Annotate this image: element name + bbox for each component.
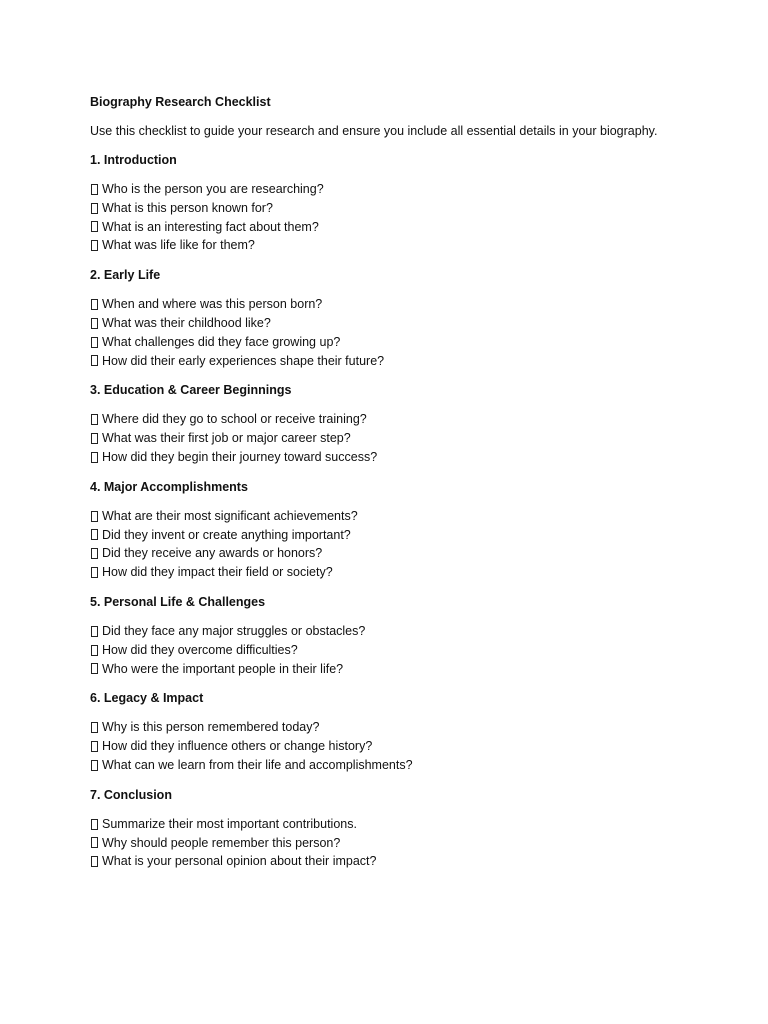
checkbox-icon[interactable] xyxy=(91,511,98,522)
checklist-item-text: Who is the person you are researching? xyxy=(102,182,324,196)
checkbox-icon[interactable] xyxy=(91,414,98,425)
checklist-item xyxy=(90,448,730,467)
checkbox-icon[interactable] xyxy=(91,663,98,674)
section-heading: 1. Introduction xyxy=(90,153,177,167)
document-page xyxy=(90,93,730,871)
checklist-item xyxy=(90,756,730,775)
checklist-item xyxy=(90,314,730,333)
section-heading: 5. Personal Life & Challenges xyxy=(90,594,266,609)
checklist-item-text: What challenges did they face growing up? xyxy=(102,334,341,349)
checklist xyxy=(90,622,730,678)
checklist-item xyxy=(90,352,730,371)
checklist-item-text: What was their childhood like? xyxy=(102,315,271,330)
checkbox-icon[interactable] xyxy=(91,626,98,637)
checklist-item xyxy=(90,815,730,834)
checkbox-icon[interactable] xyxy=(91,433,98,444)
checkbox-icon[interactable] xyxy=(91,355,98,366)
section-heading: 3. Education & Career Beginnings xyxy=(90,383,292,398)
checklist-item-text: What are their most significant achievements? xyxy=(102,508,358,523)
checkbox-icon[interactable] xyxy=(91,337,98,348)
checklist-item xyxy=(90,180,730,199)
checklist-item-text: What was life like for them? xyxy=(102,238,255,253)
checklist-item-text: Did they face any major struggles or obstacles? xyxy=(102,623,366,638)
checkbox-icon[interactable] xyxy=(91,452,98,463)
checklist-item xyxy=(90,622,730,641)
checkbox-icon[interactable] xyxy=(91,819,98,830)
checkbox-icon[interactable] xyxy=(91,722,98,733)
checklist-item-text: How did their early experiences shape their future? xyxy=(102,353,385,368)
checklist-item xyxy=(90,544,730,563)
checklist-item xyxy=(90,295,730,314)
checklist-item-text: Where did they go to school or receive training? xyxy=(102,412,367,427)
checklist-item xyxy=(90,834,730,853)
checkbox-icon[interactable] xyxy=(91,240,98,251)
checklist-item-text: Did they receive any awards or honors? xyxy=(102,546,323,561)
checklist-item-text: What is this person known for? xyxy=(102,200,273,215)
checklist-item-text: Summarize their most important contributions. xyxy=(102,816,357,831)
checklist-item-text: Why is this person remembered today? xyxy=(102,720,320,735)
section-legacy xyxy=(90,689,730,774)
section-major-accomplishments xyxy=(90,478,730,582)
checklist xyxy=(90,410,730,466)
checklist xyxy=(90,180,730,255)
checklist-item xyxy=(90,236,730,255)
checklist-item xyxy=(90,852,730,871)
checklist xyxy=(90,718,730,774)
checkbox-icon[interactable] xyxy=(91,299,98,310)
checklist xyxy=(90,507,730,582)
checklist-item-text: What is an interesting fact about them? xyxy=(102,219,319,234)
section-early-life xyxy=(90,266,730,370)
checklist-item-text: Who were the important people in their life? xyxy=(102,661,344,676)
checklist-item xyxy=(90,333,730,352)
checklist-item-text: What can we learn from their life and accomplishments? xyxy=(102,757,413,772)
checklist-item xyxy=(90,199,730,218)
checklist-item-text: How did they influence others or change history? xyxy=(102,739,373,754)
checkbox-icon[interactable] xyxy=(91,837,98,848)
checkbox-icon[interactable] xyxy=(91,567,98,578)
checklist-item-text: How did they impact their field or society? xyxy=(102,565,333,580)
checkbox-icon[interactable] xyxy=(91,741,98,752)
checkbox-icon[interactable] xyxy=(91,203,98,214)
checklist-item-text: How did they overcome difficulties? xyxy=(102,642,298,657)
intro-paragraph: Use this checklist to guide your research and ensure you include all essential details in your biography. xyxy=(90,124,658,138)
checklist-item-text: Did they invent or create anything important? xyxy=(102,527,351,542)
checkbox-icon[interactable] xyxy=(91,760,98,771)
checklist-item xyxy=(90,410,730,429)
section-introduction xyxy=(90,151,730,255)
checklist-item xyxy=(90,526,730,545)
checkbox-icon[interactable] xyxy=(91,529,98,540)
section-heading: 2. Early Life xyxy=(90,268,161,283)
checklist-item xyxy=(90,641,730,660)
checkbox-icon[interactable] xyxy=(91,856,98,867)
checklist-item xyxy=(90,507,730,526)
checklist-item-text: Why should people remember this person? xyxy=(102,835,341,850)
checklist-item xyxy=(90,218,730,237)
checkbox-icon[interactable] xyxy=(91,184,98,195)
section-conclusion xyxy=(90,786,730,871)
checklist-item xyxy=(90,429,730,448)
section-personal-life xyxy=(90,593,730,678)
checkbox-icon[interactable] xyxy=(91,318,98,329)
checklist-item xyxy=(90,563,730,582)
checklist-item-text: What is your personal opinion about their impact? xyxy=(102,854,377,869)
checklist xyxy=(90,815,730,871)
section-heading: 4. Major Accomplishments xyxy=(90,479,248,494)
checklist-item xyxy=(90,660,730,679)
checkbox-icon[interactable] xyxy=(91,645,98,656)
checkbox-icon[interactable] xyxy=(91,548,98,559)
checklist-item-text: When and where was this person born? xyxy=(102,297,323,312)
checklist-item-text: How did they begin their journey toward success? xyxy=(102,449,378,464)
checkbox-icon[interactable] xyxy=(91,221,98,232)
checklist-item xyxy=(90,718,730,737)
section-heading: 7. Conclusion xyxy=(90,787,172,802)
document-title: Biography Research Checklist xyxy=(90,95,271,109)
checklist xyxy=(90,295,730,370)
section-education-career xyxy=(90,381,730,466)
checklist-item xyxy=(90,737,730,756)
checklist-item-text: What was their first job or major career step? xyxy=(102,431,351,446)
section-heading: 6. Legacy & Impact xyxy=(90,691,204,706)
